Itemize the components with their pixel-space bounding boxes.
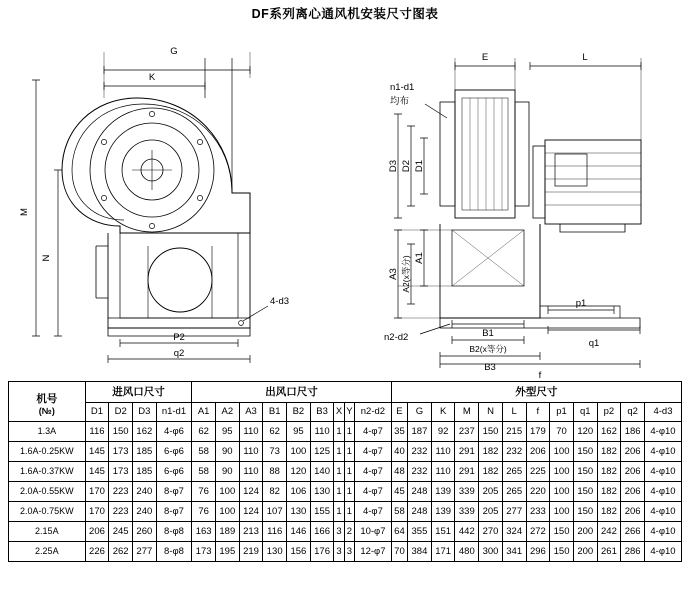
header-group-outlet: 出风口尺寸 [192,382,392,403]
table-row [9,522,682,542]
cell-f: 206 [526,442,550,462]
dim-label-f: f [538,370,542,378]
table-row [9,482,682,502]
cell-A2: 100 [215,482,239,502]
cell-A1: 76 [192,502,216,522]
dim-label-A1: A1 [414,252,425,264]
cell-A1: 76 [192,482,216,502]
cell-p2: 182 [597,502,621,522]
cell-model: 2.15A [9,522,86,542]
drawing-svg [0,18,690,378]
cell-n1-d1: 8-φ8 [156,522,192,542]
cell-A1: 173 [192,542,216,562]
assembly-drawing [0,18,690,378]
cell-E: 70 [391,542,407,562]
cell-A3: 110 [239,462,263,482]
cell-D2: 262 [109,542,133,562]
cell-A3: 110 [239,422,263,442]
cell-4-d3: 4-φ10 [644,442,681,462]
col-K: K [431,403,455,422]
cell-n2-d2: 4-φ7 [355,482,392,502]
dim-label-junbu: 均布 [390,96,410,107]
cell-D1: 145 [85,462,109,482]
cell-B1: 73 [263,442,287,462]
header-group-overall: 外型尺寸 [391,382,681,403]
table-row [9,442,682,462]
cell-B2: 95 [287,422,311,442]
cell-A1: 58 [192,462,216,482]
page-title: DF系列离心通风机安装尺寸图表 [251,7,439,21]
cell-B3: 176 [310,542,334,562]
cell-D3: 240 [133,482,157,502]
cell-q2: 206 [621,442,645,462]
cell-f: 296 [526,542,550,562]
cell-p1: 70 [550,422,574,442]
cell-D3: 185 [133,462,157,482]
cell-X: 1 [334,502,344,522]
cell-B1: 82 [263,482,287,502]
dim-label-q2: q2 [173,348,185,359]
table-row [9,542,682,562]
cell-q2: 206 [621,462,645,482]
cell-A2: 90 [215,442,239,462]
col-p1: p1 [550,403,574,422]
col-q1: q1 [573,403,597,422]
cell-model: 2.0A-0.55KW [9,482,86,502]
col-A2: A2 [215,403,239,422]
cell-B3: 166 [310,522,334,542]
cell-q2: 206 [621,482,645,502]
col-G: G [408,403,432,422]
cell-4-d3: 4-φ10 [644,522,681,542]
cell-D3: 162 [133,422,157,442]
cell-A2: 195 [215,542,239,562]
cell-model: 1.6A-0.37KW [9,462,86,482]
cell-q1: 150 [573,482,597,502]
cell-M: 237 [455,422,479,442]
header-model-line1: 机号 [36,392,58,405]
cell-B1: 88 [263,462,287,482]
cell-D2: 223 [109,482,133,502]
cell-Y: 1 [344,482,354,502]
cell-Y: 3 [344,542,354,562]
cell-A3: 219 [239,542,263,562]
col-A3: A3 [239,403,263,422]
col-B1: B1 [263,403,287,422]
cell-B3: 110 [310,422,334,442]
cell-K: 139 [431,482,455,502]
dim-label-M: M [19,208,30,216]
dim-label-p1: p1 [575,298,587,309]
cell-f: 233 [526,502,550,522]
cell-p1: 100 [550,482,574,502]
cell-q2: 186 [621,422,645,442]
cell-D2: 223 [109,502,133,522]
cell-n1-d1: 4-φ6 [156,422,192,442]
cell-X: 1 [334,462,344,482]
cell-L: 232 [502,442,526,462]
cell-p2: 182 [597,482,621,502]
col-4-d3: 4-d3 [644,403,681,422]
cell-M: 291 [455,442,479,462]
dim-label-D2: D2 [401,159,412,173]
col-n2-d2: n2-d2 [355,403,392,422]
cell-N: 205 [479,502,503,522]
cell-D1: 206 [85,522,109,542]
cell-N: 150 [479,422,503,442]
cell-q2: 286 [621,542,645,562]
dimension-table-wrapper [8,381,682,562]
col-M: M [455,403,479,422]
cell-p2: 162 [597,422,621,442]
cell-A3: 124 [239,482,263,502]
col-X: X [334,403,344,422]
cell-G: 355 [408,522,432,542]
col-E: E [391,403,407,422]
table-group-header-row [9,382,682,403]
dim-label-K: K [148,72,156,83]
cell-N: 205 [479,482,503,502]
cell-f: 272 [526,522,550,542]
col-f: f [526,403,550,422]
cell-B3: 130 [310,482,334,502]
cell-D2: 173 [109,462,133,482]
header-group-inlet: 进风口尺寸 [85,382,192,403]
cell-K: 110 [431,442,455,462]
cell-Y: 1 [344,442,354,462]
cell-p2: 182 [597,442,621,462]
cell-model: 1.6A-0.25KW [9,442,86,462]
cell-A1: 58 [192,442,216,462]
dim-label-N: N [41,254,52,262]
cell-B2: 106 [287,482,311,502]
cell-n2-d2: 4-φ7 [355,502,392,522]
cell-K: 139 [431,502,455,522]
table-column-header-row [9,403,682,422]
cell-L: 341 [502,542,526,562]
cell-n1-d1: 6-φ6 [156,442,192,462]
cell-4-d3: 4-φ10 [644,422,681,442]
cell-n1-d1: 8-φ8 [156,542,192,562]
dim-label-A3: A3 [388,268,399,280]
cell-A2: 90 [215,462,239,482]
cell-N: 270 [479,522,503,542]
cell-p1: 150 [550,542,574,562]
cell-D3: 240 [133,502,157,522]
cell-E: 40 [391,442,407,462]
col-n1-d1: n1-d1 [156,403,192,422]
cell-L: 277 [502,502,526,522]
header-model-line2: (№) [38,405,55,416]
cell-f: 225 [526,462,550,482]
cell-B3: 140 [310,462,334,482]
cell-E: 48 [391,462,407,482]
dim-label-P2: P2 [173,332,185,343]
cell-D3: 260 [133,522,157,542]
cell-B3: 125 [310,442,334,462]
cell-L: 324 [502,522,526,542]
cell-n1-d1: 8-φ7 [156,482,192,502]
cell-4-d3: 4-φ10 [644,482,681,502]
cell-G: 248 [408,482,432,502]
table-row [9,462,682,482]
col-p2: p2 [597,403,621,422]
dim-label-B1: B1 [482,328,494,339]
dim-label-D3: D3 [388,159,399,173]
col-B3: B3 [310,403,334,422]
col-N: N [479,403,503,422]
cell-M: 291 [455,462,479,482]
cell-X: 3 [334,522,344,542]
cell-q1: 150 [573,442,597,462]
dim-label-q1: q1 [588,338,600,349]
cell-G: 232 [408,442,432,462]
dimension-table [8,381,682,562]
col-D3: D3 [133,403,157,422]
col-q2: q2 [621,403,645,422]
cell-G: 187 [408,422,432,442]
cell-E: 64 [391,522,407,542]
cell-q1: 200 [573,522,597,542]
cell-X: 3 [334,542,344,562]
cell-M: 442 [455,522,479,542]
cell-n1-d1: 8-φ7 [156,502,192,522]
cell-E: 35 [391,422,407,442]
col-D1: D1 [85,403,109,422]
cell-M: 339 [455,502,479,522]
cell-G: 248 [408,502,432,522]
cell-A1: 163 [192,522,216,542]
col-A1: A1 [192,403,216,422]
cell-p2: 261 [597,542,621,562]
cell-4-d3: 4-φ10 [644,542,681,562]
dim-label-A2: A2(x等分) [401,255,411,293]
cell-q2: 206 [621,502,645,522]
cell-Y: 1 [344,462,354,482]
cell-L: 215 [502,422,526,442]
cell-K: 92 [431,422,455,442]
cell-q2: 266 [621,522,645,542]
cell-M: 480 [455,542,479,562]
cell-A2: 189 [215,522,239,542]
cell-L: 265 [502,462,526,482]
cell-D2: 150 [109,422,133,442]
cell-D1: 170 [85,502,109,522]
col-L: L [502,403,526,422]
cell-N: 182 [479,442,503,462]
cell-D1: 145 [85,442,109,462]
cell-B2: 120 [287,462,311,482]
cell-p1: 100 [550,462,574,482]
cell-B1: 107 [263,502,287,522]
cell-M: 339 [455,482,479,502]
col-D2: D2 [109,403,133,422]
cell-p2: 242 [597,522,621,542]
cell-A1: 62 [192,422,216,442]
dim-label-4-d3: 4-d3 [270,296,290,307]
cell-D1: 226 [85,542,109,562]
dim-label-n2-d2: n2-d2 [384,332,409,343]
cell-A2: 95 [215,422,239,442]
cell-model: 2.0A-0.75KW [9,502,86,522]
cell-q1: 150 [573,502,597,522]
cell-G: 232 [408,462,432,482]
cell-A2: 100 [215,502,239,522]
cell-G: 384 [408,542,432,562]
cell-D2: 245 [109,522,133,542]
cell-E: 58 [391,502,407,522]
cell-D3: 185 [133,442,157,462]
cell-N: 182 [479,462,503,482]
cell-X: 1 [334,482,344,502]
col-B2: B2 [287,403,311,422]
cell-f: 179 [526,422,550,442]
cell-B1: 130 [263,542,287,562]
table-row [9,422,682,442]
cell-E: 45 [391,482,407,502]
cell-n2-d2: 12-φ7 [355,542,392,562]
cell-B1: 116 [263,522,287,542]
cell-A3: 124 [239,502,263,522]
cell-q1: 120 [573,422,597,442]
cell-Y: 2 [344,522,354,542]
cell-p1: 100 [550,442,574,462]
cell-B2: 130 [287,502,311,522]
dim-label-E: E [481,52,489,63]
col-Y: Y [344,403,354,422]
cell-Y: 1 [344,422,354,442]
cell-4-d3: 4-φ10 [644,462,681,482]
cell-D1: 170 [85,482,109,502]
cell-4-d3: 4-φ10 [644,502,681,522]
cell-X: 1 [334,442,344,462]
cell-B2: 156 [287,542,311,562]
dim-label-L: L [582,52,588,63]
cell-D2: 173 [109,442,133,462]
cell-model: 2.25A [9,542,86,562]
cell-model: 1.3A [9,422,86,442]
cell-q1: 150 [573,462,597,482]
dim-label-B2: B2(x等分) [469,344,507,354]
cell-p2: 182 [597,462,621,482]
dim-label-D1: D1 [414,159,425,173]
cell-D3: 277 [133,542,157,562]
cell-X: 1 [334,422,344,442]
cell-A3: 213 [239,522,263,542]
cell-n2-d2: 10-φ7 [355,522,392,542]
cell-B1: 62 [263,422,287,442]
dim-label-B3: B3 [484,362,496,373]
cell-n1-d1: 6-φ6 [156,462,192,482]
cell-f: 220 [526,482,550,502]
cell-p1: 100 [550,502,574,522]
cell-K: 171 [431,542,455,562]
table-body [9,422,682,562]
cell-L: 265 [502,482,526,502]
cell-q1: 200 [573,542,597,562]
dim-label-G: G [170,46,178,57]
cell-n2-d2: 4-φ7 [355,422,392,442]
cell-B3: 155 [310,502,334,522]
dim-label-n1-d1: n1-d1 [390,82,415,93]
cell-D1: 116 [85,422,109,442]
cell-n2-d2: 4-φ7 [355,442,392,462]
header-model [9,382,86,422]
cell-p1: 150 [550,522,574,542]
cell-B2: 100 [287,442,311,462]
cell-N: 300 [479,542,503,562]
cell-K: 110 [431,462,455,482]
table-row [9,502,682,522]
cell-n2-d2: 4-φ7 [355,462,392,482]
cell-Y: 1 [344,502,354,522]
cell-A3: 110 [239,442,263,462]
cell-K: 151 [431,522,455,542]
cell-B2: 146 [287,522,311,542]
